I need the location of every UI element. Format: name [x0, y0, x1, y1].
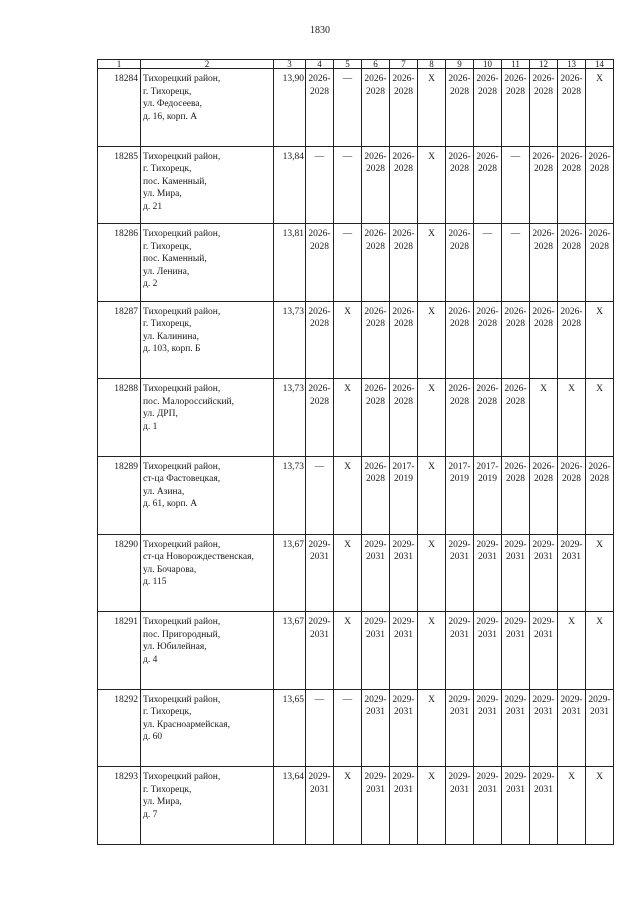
period-cell-col-11: 2026- 2028 [502, 379, 530, 457]
address-line: д. 4 [143, 654, 158, 665]
period-cell-col-7: 2026- 2028 [390, 301, 418, 379]
period-cell-col-10: 2026- 2028 [474, 146, 502, 224]
page-number: 1830 [310, 25, 330, 36]
address-line: ул. Мира, [143, 189, 182, 200]
period-cell-col-10: 2029- 2031 [474, 689, 502, 767]
address-line: д. 103, корп. Б [143, 344, 201, 355]
period-cell-col-8: X [418, 301, 446, 379]
value-cell: 13,73 [274, 456, 306, 534]
column-header-12: 12 [530, 60, 558, 69]
address-cell [141, 146, 274, 224]
row-number: 18293 [98, 767, 141, 845]
address-line: ст-ца Новорождественская, [143, 552, 254, 563]
period-cell-col-7: 2026- 2028 [390, 146, 418, 224]
address-line: пос. Каменный, [143, 176, 207, 187]
period-cell-col-10: 2029- 2031 [474, 767, 502, 845]
address-line: ул. Федосеева, [143, 99, 202, 109]
period-cell-col-12: 2029- 2031 [530, 534, 558, 612]
value-cell: 13,64 [274, 767, 306, 845]
period-cell-col-13: 2026- 2028 [558, 301, 586, 379]
period-cell-col-6: 2026- 2028 [362, 379, 390, 457]
period-cell-col-11: 2029- 2031 [502, 767, 530, 845]
table-row [98, 456, 614, 534]
period-cell-col-11: 2029- 2031 [502, 612, 530, 690]
period-cell-col-11: 2029- 2031 [502, 689, 530, 767]
period-cell-col-9: 2029- 2031 [446, 612, 474, 690]
period-cell-col-6: 2029- 2031 [362, 767, 390, 845]
address-line: д. 21 [143, 201, 163, 212]
address-line: пос. Пригородный, [143, 629, 221, 640]
period-cell-col-14: X [586, 534, 614, 612]
period-cell-col-6: 2029- 2031 [362, 689, 390, 767]
period-cell-col-12: 2026- 2028 [530, 456, 558, 534]
address-cell [141, 612, 274, 690]
period-cell-col-4: 2026- 2028 [306, 69, 334, 147]
value-cell: 13,90 [274, 69, 306, 147]
period-cell-col-12: 2029- 2031 [530, 689, 558, 767]
period-cell-col-10: 2026- 2028 [474, 301, 502, 379]
address-cell [141, 689, 274, 767]
address-line: ул. ДРП, [143, 409, 178, 420]
row-number: 18286 [98, 224, 141, 302]
header-row [98, 60, 614, 69]
period-cell-col-13: 2029- 2031 [558, 689, 586, 767]
address-line: ул. Красноармейская, [143, 719, 230, 730]
address-line: ул. Бочарова, [143, 564, 197, 575]
address-line: д. 61, корп. А [143, 499, 198, 510]
address-line: д. 7 [143, 809, 158, 820]
address-line: Тихорецкий район, [143, 74, 221, 84]
period-cell-col-4: — [306, 689, 334, 767]
column-header-9: 9 [446, 60, 474, 69]
period-cell-col-8: X [418, 534, 446, 612]
period-cell-col-4: 2026- 2028 [306, 301, 334, 379]
period-cell-col-12: 2029- 2031 [530, 767, 558, 845]
address-cell [141, 301, 274, 379]
period-cell-col-6: 2026- 2028 [362, 146, 390, 224]
row-number: 18287 [98, 301, 141, 379]
period-cell-col-8: X [418, 69, 446, 147]
address-line: г. Тихорецк, [143, 319, 192, 330]
table-row [98, 689, 614, 767]
address-cell [141, 69, 274, 147]
period-cell-col-14: X [586, 379, 614, 457]
period-cell-col-8: X [418, 689, 446, 767]
address-line: д. 60 [143, 732, 163, 743]
address-cell [141, 379, 274, 457]
table-row [98, 301, 614, 379]
period-cell-col-9: 2029- 2031 [446, 767, 474, 845]
period-cell-col-7: 2026- 2028 [390, 379, 418, 457]
column-header-5: 5 [334, 60, 362, 69]
period-cell-col-6: 2026- 2028 [362, 224, 390, 302]
period-cell-col-13: 2026- 2028 [558, 456, 586, 534]
period-cell-col-12: 2026- 2028 [530, 69, 558, 147]
period-cell-col-13: X [558, 767, 586, 845]
value-cell: 13,65 [274, 689, 306, 767]
address-line: ул. Ленина, [143, 266, 190, 277]
period-cell-col-8: X [418, 379, 446, 457]
period-cell-col-9: 2026- 2028 [446, 379, 474, 457]
period-cell-col-10: 2029- 2031 [474, 612, 502, 690]
address-line: Тихорецкий район, [143, 151, 221, 162]
period-cell-col-10: 2026- 2028 [474, 379, 502, 457]
table-row [98, 224, 614, 302]
period-cell-col-13: 2026- 2028 [558, 69, 586, 147]
row-number: 18288 [98, 379, 141, 457]
period-cell-col-5: — [334, 224, 362, 302]
row-number: 18290 [98, 534, 141, 612]
period-cell-col-7: 2017- 2019 [390, 456, 418, 534]
period-cell-col-9: 2029- 2031 [446, 689, 474, 767]
period-cell-col-5: X [334, 456, 362, 534]
period-cell-col-11: 2026- 2028 [502, 456, 530, 534]
period-cell-col-8: X [418, 612, 446, 690]
address-line: д. 1 [143, 421, 158, 432]
period-cell-col-4: — [306, 146, 334, 224]
period-cell-col-10: 2029- 2031 [474, 534, 502, 612]
period-cell-col-5: X [334, 301, 362, 379]
table-body [98, 69, 614, 845]
address-line: ул. Калинина, [143, 331, 200, 342]
table-row [98, 612, 614, 690]
column-header-3: 3 [274, 60, 306, 69]
row-number: 18291 [98, 612, 141, 690]
period-cell-col-12: X [530, 379, 558, 457]
address-line: ул. Мира, [143, 797, 182, 808]
column-header-4: 4 [306, 60, 334, 69]
address-line: д. 16, корп. А [143, 111, 198, 122]
table-row [98, 534, 614, 612]
column-header-1: 1 [98, 60, 141, 69]
period-cell-col-14: X [586, 767, 614, 845]
address-line: пос. Каменный, [143, 254, 207, 265]
period-cell-col-4: 2029- 2031 [306, 612, 334, 690]
address-line: г. Тихорецк, [143, 86, 192, 97]
address-line: г. Тихорецк, [143, 241, 192, 252]
row-number: 18292 [98, 689, 141, 767]
period-cell-col-7: 2026- 2028 [390, 69, 418, 147]
period-cell-col-7: 2026- 2028 [390, 224, 418, 302]
column-header-6: 6 [362, 60, 390, 69]
table-row [98, 767, 614, 845]
address-line: Тихорецкий район, [143, 384, 221, 395]
period-cell-col-5: X [334, 379, 362, 457]
address-line: Тихорецкий район, [143, 694, 221, 705]
column-header-2: 2 [141, 60, 274, 69]
period-cell-col-4: — [306, 456, 334, 534]
address-line: Тихорецкий район, [143, 617, 221, 628]
period-cell-col-7: 2029- 2031 [390, 689, 418, 767]
period-cell-col-6: 2026- 2028 [362, 301, 390, 379]
period-cell-col-13: X [558, 612, 586, 690]
period-cell-col-11: — [502, 224, 530, 302]
period-cell-col-5: X [334, 767, 362, 845]
address-line: Тихорецкий район, [143, 461, 221, 472]
period-cell-col-11: — [502, 146, 530, 224]
value-cell: 13,67 [274, 612, 306, 690]
period-cell-col-9: 2017- 2019 [446, 456, 474, 534]
period-cell-col-14: X [586, 69, 614, 147]
value-cell: 13,67 [274, 534, 306, 612]
address-line: Тихорецкий район, [143, 772, 221, 783]
row-number: 18285 [98, 146, 141, 224]
table-row [98, 379, 614, 457]
period-cell-col-11: 2029- 2031 [502, 534, 530, 612]
period-cell-col-8: X [418, 146, 446, 224]
period-cell-col-12: 2026- 2028 [530, 146, 558, 224]
address-line: пос. Малороссийский, [143, 396, 234, 407]
period-cell-col-7: 2029- 2031 [390, 612, 418, 690]
period-cell-col-5: X [334, 612, 362, 690]
period-cell-col-12: 2026- 2028 [530, 301, 558, 379]
housing-repair-schedule-table [97, 59, 614, 845]
address-line: д. 2 [143, 279, 158, 290]
value-cell: 13,73 [274, 379, 306, 457]
column-header-11: 11 [502, 60, 530, 69]
column-header-14: 14 [586, 60, 614, 69]
value-cell: 13,81 [274, 224, 306, 302]
value-cell: 13,73 [274, 301, 306, 379]
table-row [98, 146, 614, 224]
period-cell-col-13: 2026- 2028 [558, 146, 586, 224]
period-cell-col-13: X [558, 379, 586, 457]
period-cell-col-13: 2029- 2031 [558, 534, 586, 612]
column-header-8: 8 [418, 60, 446, 69]
period-cell-col-5: X [334, 534, 362, 612]
address-line: Тихорецкий район, [143, 306, 221, 317]
address-line: д. 115 [143, 577, 167, 588]
column-header-10: 10 [474, 60, 502, 69]
period-cell-col-6: 2026- 2028 [362, 456, 390, 534]
period-cell-col-12: 2026- 2028 [530, 224, 558, 302]
period-cell-col-13: 2026- 2028 [558, 224, 586, 302]
period-cell-col-14: X [586, 612, 614, 690]
period-cell-col-11: 2026- 2028 [502, 69, 530, 147]
period-cell-col-7: 2029- 2031 [390, 767, 418, 845]
period-cell-col-14: 2026- 2028 [586, 224, 614, 302]
address-cell [141, 456, 274, 534]
address-line: г. Тихорецк, [143, 707, 192, 718]
column-header-7: 7 [390, 60, 418, 69]
address-cell [141, 534, 274, 612]
period-cell-col-12: 2029- 2031 [530, 612, 558, 690]
period-cell-col-14: 2026- 2028 [586, 456, 614, 534]
row-number: 18289 [98, 456, 141, 534]
period-cell-col-6: 2026- 2028 [362, 69, 390, 147]
period-cell-col-9: 2026- 2028 [446, 301, 474, 379]
address-line: г. Тихорецк, [143, 164, 192, 175]
address-line: ул. Азина, [143, 486, 185, 497]
period-cell-col-7: 2029- 2031 [390, 534, 418, 612]
period-cell-col-9: 2026- 2028 [446, 69, 474, 147]
period-cell-col-4: 2029- 2031 [306, 767, 334, 845]
period-cell-col-5: — [334, 146, 362, 224]
period-cell-col-14: X [586, 301, 614, 379]
address-cell [141, 767, 274, 845]
period-cell-col-10: 2017- 2019 [474, 456, 502, 534]
address-line: г. Тихорецк, [143, 784, 192, 795]
period-cell-col-4: 2026- 2028 [306, 224, 334, 302]
address-line: ст-ца Фастовецкая, [143, 474, 221, 485]
value-cell: 13,84 [274, 146, 306, 224]
address-line: ул. Юбилейная, [143, 642, 207, 653]
period-cell-col-14: 2029- 2031 [586, 689, 614, 767]
period-cell-col-11: 2026- 2028 [502, 301, 530, 379]
period-cell-col-8: X [418, 456, 446, 534]
period-cell-col-10: — [474, 224, 502, 302]
period-cell-col-5: — [334, 689, 362, 767]
period-cell-col-5: — [334, 69, 362, 147]
period-cell-col-14: 2026- 2028 [586, 146, 614, 224]
column-header-13: 13 [558, 60, 586, 69]
period-cell-col-9: 2026- 2028 [446, 146, 474, 224]
table-row [98, 69, 614, 147]
period-cell-col-10: 2026- 2028 [474, 69, 502, 147]
address-line: Тихорецкий район, [143, 539, 221, 550]
period-cell-col-9: 2029- 2031 [446, 534, 474, 612]
period-cell-col-8: X [418, 767, 446, 845]
period-cell-col-6: 2029- 2031 [362, 612, 390, 690]
address-line: Тихорецкий район, [143, 229, 221, 240]
period-cell-col-6: 2029- 2031 [362, 534, 390, 612]
period-cell-col-8: X [418, 224, 446, 302]
row-number: 18284 [98, 69, 141, 147]
period-cell-col-9: 2026- 2028 [446, 224, 474, 302]
period-cell-col-4: 2026- 2028 [306, 379, 334, 457]
address-cell [141, 224, 274, 302]
period-cell-col-4: 2029- 2031 [306, 534, 334, 612]
